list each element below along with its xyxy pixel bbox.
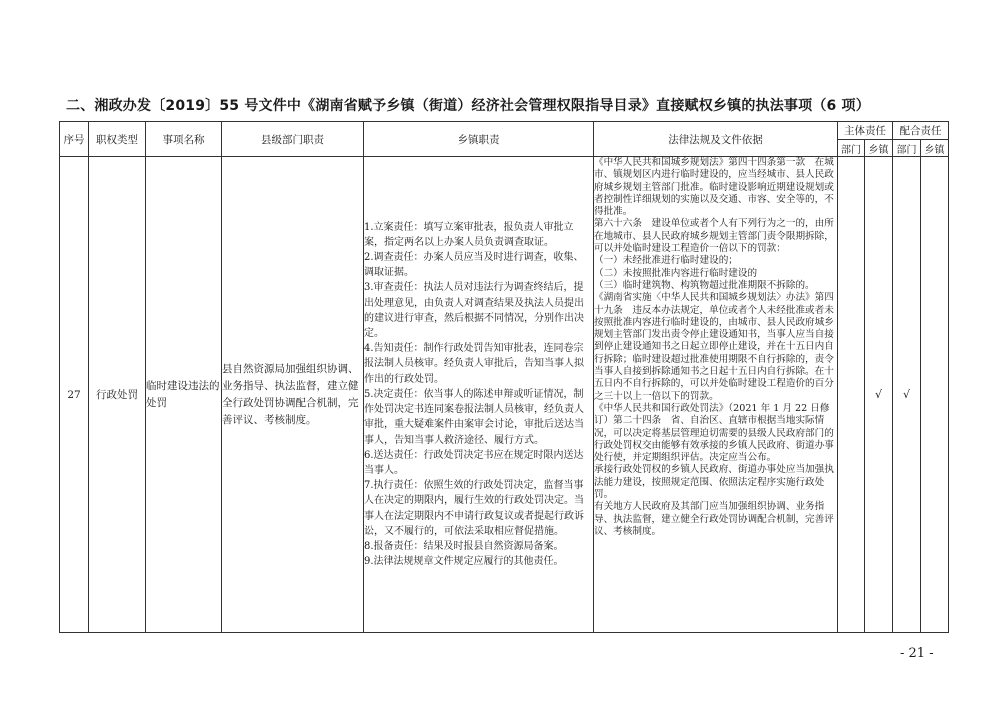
law-paragraph: （三）临时建筑物、构筑物超过批准期限不拆除的。 xyxy=(594,279,815,291)
duty-item: 7.执行责任：依照生效的行政处罚决定，监督当事人在决定的期限内，履行生效的行政处罚决定。当事人在法定期限内不申请行政复议或者提起行政诉讼，又不履行的，可依法采取相应督促措施。 xyxy=(364,480,584,537)
cell-county-duty: 县自然资源局加强组织协调、业务指导、执法监督，建立健全行政处罚协调配合机制，完善评议、考核制度。 xyxy=(222,157,364,633)
page-number: - 21 - xyxy=(900,646,934,661)
cell-legal-basis xyxy=(594,157,838,633)
header-county-duty: 县级部门职责 xyxy=(222,122,364,157)
duty-item: 5.决定责任：依当事人的陈述申辩或听证情况，制作处罚决定书连同案卷报法制人员核审，经负责人审批，重大疑难案件由案审会讨论，审批后送达当事人，告知当事人救济途径、履行方式。 xyxy=(364,388,584,446)
header-coop-resp: 配合责任 xyxy=(893,122,949,140)
header-row-1 xyxy=(60,122,949,140)
header-main-town: 乡镇 xyxy=(865,140,893,157)
header-main-resp: 主体责任 xyxy=(838,122,893,140)
duty-item: 8.报备责任：结果及时报县自然资源局备案。 xyxy=(364,540,564,552)
law-paragraph: （一）未经批准进行临时建设的； xyxy=(594,255,738,267)
law-paragraph: 有关地方人民政府及其部门应当加强组织协调、业务指导、执法监督，建立健全行政处罚协调配合机制，完善评议、考核制度。 xyxy=(594,501,834,537)
duty-item: 9.法律法规规章文件规定应履行的其他责任。 xyxy=(364,556,564,568)
law-paragraph: 《中华人民共和国城乡规划法》第四十四条第一款 在城市、镇规划区内进行临时建设的，应当经城市、县人民政府城乡规划主管部门批准。临时建设影响近期建设规划或者控制性详细规划的实施以及交通、市容、安全等的，不得批准。 xyxy=(594,157,834,218)
cell-coop-town xyxy=(921,157,949,633)
cell-town-duty xyxy=(364,157,594,633)
header-seq: 序号 xyxy=(60,122,89,157)
cell-main-town-check: √ xyxy=(865,157,893,633)
header-town-duty: 乡镇职责 xyxy=(364,122,594,157)
header-main-dept: 部门 xyxy=(838,140,865,157)
header-legal-basis: 法律法规及文件依据 xyxy=(594,122,838,157)
duty-item: 2.调查责任：办案人员应当及时进行调查，收集、调取证据。 xyxy=(364,252,584,279)
duty-item: 6.送达责任：行政处罚决定书应在规定时限内送达当事人。 xyxy=(364,449,584,476)
duty-item: 3.审查责任：执法人员对违法行为调查终结后，提出处理意见，由负责人对调查结果及执法人员提出的建议进行审查，然后根据不同情况，分别作出决定。 xyxy=(364,282,584,340)
cell-seq: 27 xyxy=(60,157,89,633)
table-row xyxy=(60,157,949,633)
cell-power-type: 行政处罚 xyxy=(89,157,146,633)
law-paragraph: （二）未按照批准内容进行临时建设的 xyxy=(594,267,758,279)
header-item-name: 事项名称 xyxy=(146,122,222,157)
law-paragraph: 《中华人民共和国行政处罚法》（2021 年 1 月 22 日修订）第二十四条 省、自治区、直辖市根据当地实际情况，可以决定将基层管理迫切需要的县级人民政府部门的行政处罚权交由能够有效承接的乡镇人民政府、街道办事处行使，并定期组织评估。决定应当公布。 xyxy=(594,402,834,464)
law-paragraph: 第六十六条 建设单位或者个人有下列行为之一的，由所在地城市、县人民政府城乡规划主管部门责令限期拆除，可以并处临时建设工程造价一倍以下的罚款： xyxy=(594,218,834,255)
authority-table xyxy=(59,121,949,633)
header-coop-town: 乡镇 xyxy=(921,140,949,157)
duty-item: 4.告知责任：制作行政处罚告知审批表，连同卷宗报法制人员核审。经负责人审批后，告知当事人拟作出的行政处罚。 xyxy=(364,343,584,385)
header-coop-dept: 部门 xyxy=(893,140,921,157)
law-paragraph: 承接行政处罚权的乡镇人民政府、街道办事处应当加强执法能力建设，按照规定范围、依照法定程序实施行政处罚。 xyxy=(594,464,834,501)
law-paragraph: 《湖南省实施〈中华人民共和国城乡规划法〉办法》第四十九条 违反本办法规定，单位或者个人未经批准或者未按照批准内容进行临时建设的，由城市、县人民政府城乡规划主管部门发出责令停止建设通知书，当事人应当自接到停止建设通知书之日起立即停止建设，并在十五日内自行拆除；临时建设超过批准使用期限不自行拆除的，责令当事人自接到拆除通知书之日起十五日内自行拆除。在十五日内不自行拆除的，可以并处临时建设工程造价的百分之三十以上一倍以下的罚款。 xyxy=(594,292,834,402)
cell-coop-dept-check: √ xyxy=(893,157,921,633)
cell-main-dept xyxy=(838,157,865,633)
section-title: 二、湘政办发〔2019〕55 号文件中《湖南省赋予乡镇（街道）经济社会管理权限指导目录》直接赋权乡镇的执法事项（6 项） xyxy=(66,98,870,114)
cell-item-name: 临时建设违法的处罚 xyxy=(146,157,222,633)
header-power-type: 职权类型 xyxy=(89,122,146,157)
duty-item: 1.立案责任：填写立案审批表，报负责人审批立案，指定两名以上办案人员负责调查取证。 xyxy=(364,221,574,248)
